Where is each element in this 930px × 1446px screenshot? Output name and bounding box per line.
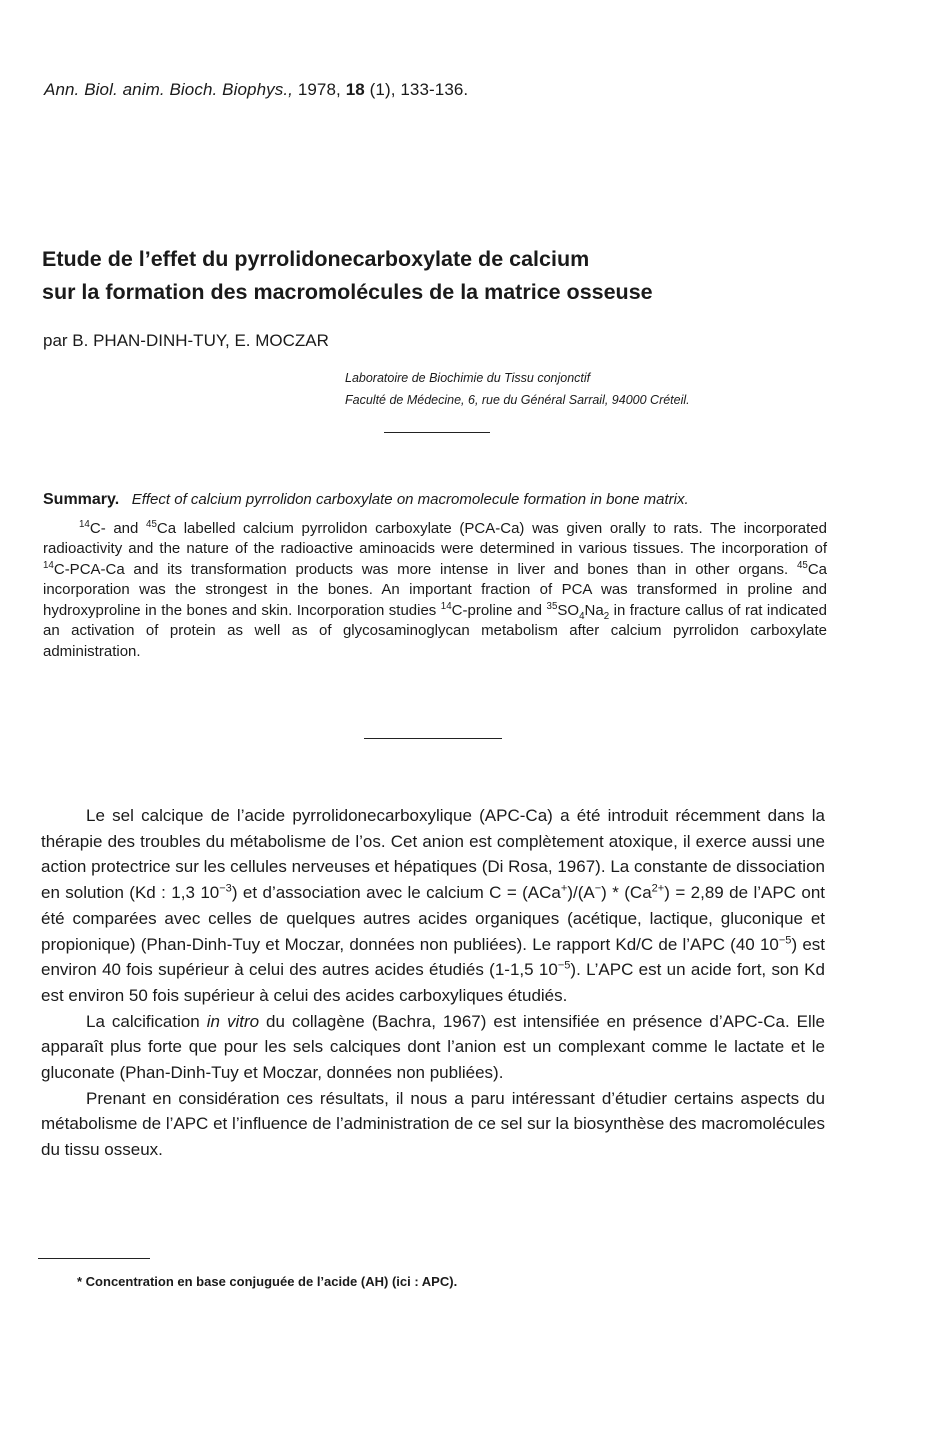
isotope-superscript: 45 [796,559,808,571]
divider-rule [364,738,502,739]
body-text-run: Le sel calcique de l’acide pyrrolidonecarboxylique (APC-Ca) a été introduit récemment dans la thérapie des troubles du métabolisme de l’os. Cet anion est complètement atoxique, il exerce aussi une action protectrice sur les cellules nerveuses et hépatiques (Di Rosa, 1967). La constante de dissociation en solution (Kd : 1,3 10 [41,806,825,903]
abstract-text: Ca labelled calcium pyrrolidon carboxylate (PCA-Ca) was given orally to rats. The incorporated radioactivity and the nature of the radioactive aminoacids were determined in various tissues. The incorporation of [43,519,827,557]
body-text-run: du collagène (Bachra, 1967) est intensifiée en présence d’APC-Ca. Elle apparaît plus forte que pour les sels calciques dont l’anion est un complexant comme le lactate et le gluconate (Phan-Dinh-Tuy et Moczar, données non publiées). [41,1011,825,1083]
isotope-superscript: 14 [79,518,90,530]
abstract-text: C- and [89,519,147,537]
exponent: −5 [778,933,792,946]
summary-section [43,490,827,662]
affiliation-line-1: Laboratoire de Biochimie du Tissu conjonctif [345,371,591,385]
journal-citation [44,80,468,100]
body-text [41,803,825,1163]
exponent: − [594,882,602,895]
subscript: 2 [603,610,610,622]
subscript: 4 [579,610,585,622]
summary-abstract [43,519,827,663]
exponent: 2+ [651,882,665,895]
abstract-text: SO [557,601,580,619]
summary-title: Effect of calcium pyrrolidon carboxylate on macromolecule formation in bone matrix. [131,491,689,508]
body-paragraph-3: Prenant en considération ces résultats, il nous a paru intéressant d’étudier certains aspects du métabolisme de l’APC et l’influence de l’administration de ce sel sur la biosynthèse des macromolécules du tissu osseux. [41,1088,825,1160]
body-paragraph-2 [41,1009,825,1086]
affiliation-line-2: Faculté de Médecine, 6, rue du Général Sarrail, 94000 Créteil. [345,393,690,407]
body-text-run: La calcification [86,1011,207,1031]
divider-rule [384,432,490,433]
italic-term: in vitro [206,1011,260,1031]
journal-volume: 18 [345,80,365,99]
authors: par B. PHAN-DINH-TUY, E. MOCZAR [43,331,329,350]
isotope-superscript: 14 [43,559,54,571]
abstract-text: Na [584,601,604,619]
article-title [42,243,862,309]
isotope-superscript: 45 [146,518,157,530]
affiliation [345,367,690,411]
body-text-run: )/(A [567,883,595,903]
isotope-superscript: 14 [440,600,452,612]
title-line-2: sur la formation des macromolécules de la matrice osseuse [42,280,653,304]
journal-year: 1978, [297,80,341,99]
abstract-text: Ca incorporation was the strongest in the bones. An important fraction of PCA was transformed in proline and hydroxyproline in the bones and skin. Incorporation studies [43,560,827,619]
body-text-run: ) = 2,89 de l’APC ont été comparées avec celles de quelques autres acides organiques (acétique, lactique, gluconique et propionique) (Phan-Dinh-Tuy et Moczar, données non publiées). Le rapport Kd/C de l’APC (40 10 [41,883,825,954]
footnote-rule [38,1258,150,1259]
exponent: −5 [557,959,571,972]
body-text-run: ) est environ 40 fois supérieur à celui des autres acides étudiés (1-1,5 10 [41,934,826,980]
body-text-run: ). L’APC est un acide fort, son Kd est environ 50 fois supérieur à celui des acides carboxyliques étudiés. [41,960,825,1005]
body-text-run: ) * (Ca [601,883,652,903]
abstract-text: C-PCA-Ca and its transformation products was more intense in liver and bones than in other organs. [53,560,797,578]
body-paragraph-1 [41,803,825,1009]
journal-name: Ann. Biol. anim. Bioch. Biophys., [44,80,293,99]
title-line-1: Etude de l’effet du pyrrolidonecarboxylate de calcium [42,247,590,271]
summary-label: Summary. [43,491,120,508]
body-text-run: ) et d’association avec le calcium C = (ACa [231,883,561,903]
journal-pages: (1), 133-136. [369,80,469,99]
exponent: + [560,882,568,895]
summary-heading [43,490,827,511]
exponent: −3 [219,882,232,895]
abstract-text: C-proline and [451,601,547,619]
isotope-superscript: 35 [546,600,558,612]
footnote: * Concentration en base conjuguée de l’acide (AH) (ici : APC). [77,1274,458,1289]
abstract-text: in fracture callus of rat indicated an activation of protein as well as of glycosaminoglycan metabolism after calcium pyrrolidon carboxylate administration. [43,601,827,660]
